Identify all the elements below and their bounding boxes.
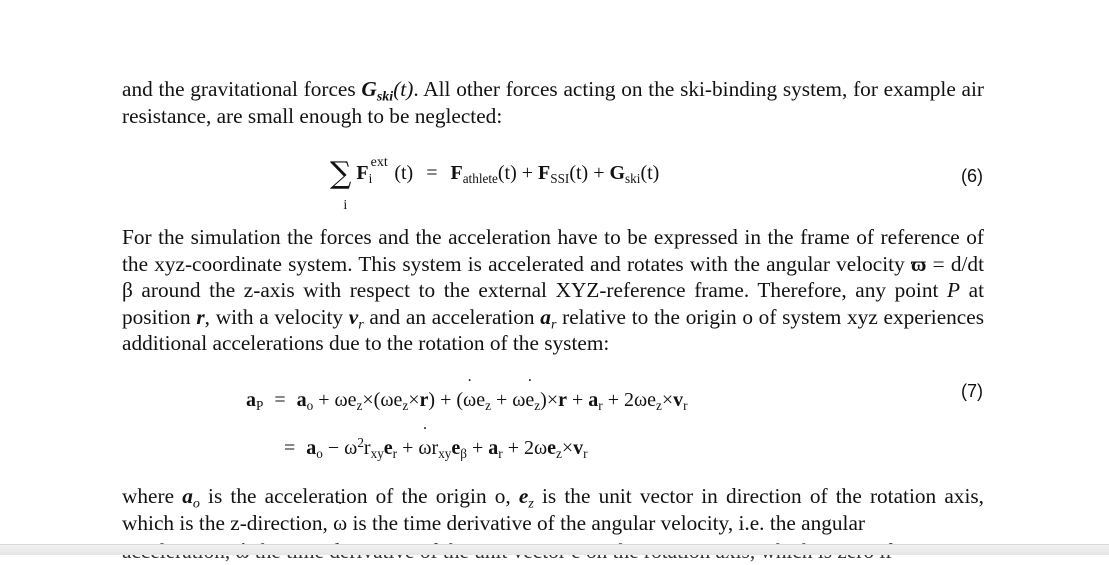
paragraph-intro xyxy=(122,76,984,129)
eq6-F: F xyxy=(356,162,369,184)
eq6-plus: + xyxy=(521,162,534,184)
text: at position xyxy=(122,278,984,329)
symbol-a: a xyxy=(540,304,551,329)
omega-squared: 2 xyxy=(357,434,364,450)
equation-6-number: (6) xyxy=(961,166,983,186)
symbol-ez: e xyxy=(518,484,529,508)
eq7-a-sub: P xyxy=(256,398,264,414)
symbol-ez-sub: z xyxy=(528,495,534,512)
symbol-g-ski: $G_{ski}$ xyxy=(361,77,394,105)
eq6-athlete-sub: athlete xyxy=(462,171,498,187)
text: is the unit vector in direction of the rotation axis, which is the z-direction, xyxy=(122,484,984,535)
eq6-arg: (t) xyxy=(394,162,414,184)
eq6-arg: (t) xyxy=(640,162,660,184)
eq6-arg: (t) xyxy=(497,162,517,184)
eq7-term: o xyxy=(306,398,314,414)
eq7-equals-2: = xyxy=(284,437,296,459)
eq6-plus: + xyxy=(593,162,605,184)
paragraph-where xyxy=(122,483,984,536)
equation-6 xyxy=(330,155,660,213)
text: . All other forces acting on the ski-binding system, for example air resistance, are small enough to be neglected: xyxy=(122,77,985,128)
text: relative to the origin o of system xyz experiences additional accelerations due to the rotation of the system: xyxy=(122,304,984,355)
equation-7-line-1: $a_P = a_o + \omega e_z\times(\omega e_z\times r) + (\omega$ $˙e_z + \omega e$ $˙_z)\times r + a_r + 2\omega e_z\times v_r$ xyxy=(246,387,688,413)
text: , with a velocity xyxy=(204,304,349,329)
equation-7-line-2: = $a_o - \omega^2r_{xy}e_r + \omega$ $˙r_{xy}e_\beta + a_r + 2\omega e_z\times v_r$ xyxy=(284,435,588,461)
text: and an acceleration xyxy=(363,304,541,329)
text: and the gravitational forces xyxy=(122,77,362,101)
sum-symbol: ∑ xyxy=(330,156,352,191)
eq6-F-ssi: F xyxy=(538,162,551,184)
symbol-arg: (t) xyxy=(393,77,414,101)
omega-vector-symbol: ϖ xyxy=(910,251,927,276)
paragraph-frame xyxy=(122,224,984,357)
eq7-a: a xyxy=(246,389,256,411)
symbol-v: v xyxy=(348,304,359,329)
symbol-a0-sub: o xyxy=(192,495,200,512)
eq6-arg: (t) xyxy=(569,162,589,184)
text: = d/dt β around the z-axis with respect to the external XYZ-reference frame. Therefore, any point xyxy=(122,251,984,302)
text: where xyxy=(122,484,183,508)
symbol-v-sub: r xyxy=(358,315,364,332)
text: is the acceleration of the origin o, xyxy=(199,484,519,508)
eq6-F-sup: ext xyxy=(370,155,388,170)
eq6-F-athlete: F xyxy=(450,162,463,184)
equation-7-number: (7) xyxy=(961,381,983,401)
omega-dot-symbol: ω ˙ xyxy=(333,510,347,537)
text: is the time derivative of the angular velocity, i.e. the angular xyxy=(347,510,866,535)
symbol-P: P xyxy=(947,278,961,302)
eq6-G: G xyxy=(609,162,626,184)
eq6-ssi-sub: SSI xyxy=(550,171,570,187)
eq6-F-sub: i xyxy=(368,171,373,187)
symbol-a0: a xyxy=(182,484,193,508)
eq7-term: a xyxy=(296,389,307,411)
eq6-equals: = xyxy=(426,162,438,184)
page-bottom-edge xyxy=(0,544,1109,555)
symbol-r: r xyxy=(196,304,205,329)
eq6-g-sub: ski xyxy=(625,171,641,187)
symbol-a-sub: r xyxy=(550,315,557,332)
text: For the simulation the forces and the acceleration have to be expressed in the frame of reference of the xyz-coordinate system. This system is accelerated and rotates with the angular velocity xyxy=(122,225,984,276)
sum-index: i xyxy=(343,198,348,213)
eq7-equals: = xyxy=(274,389,286,411)
